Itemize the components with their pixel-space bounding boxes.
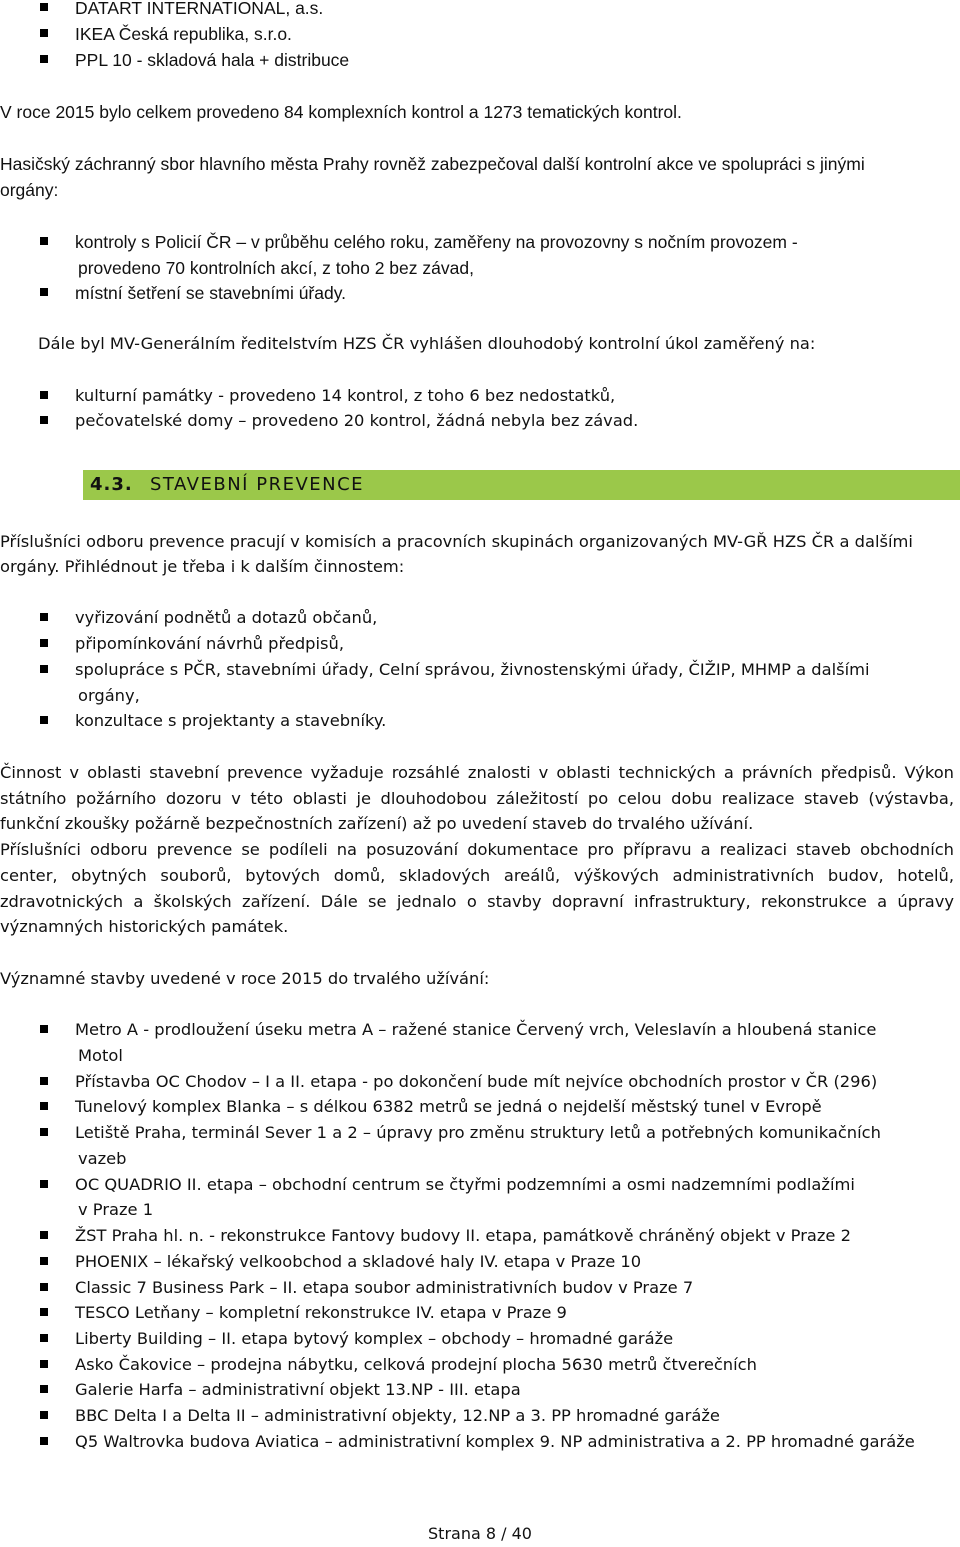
building-list-item: Letiště Praha, terminál Sever 1 a 2 – úpravy pro změnu struktury letů a potřebných komunikačních: [75, 1123, 881, 1142]
bullet-icon: [40, 1128, 48, 1136]
bullet-icon: [40, 416, 48, 424]
building-list-item: Galerie Harfa – administrativní objekt 13.NP - III. etapa: [75, 1380, 521, 1399]
building-list-item: Classic 7 Business Park – II. etapa soubor administrativních budov v Praze 7: [75, 1278, 694, 1297]
bullet-icon: [40, 3, 48, 11]
activity-list-item: orgány,: [78, 686, 140, 705]
paragraph-cinnost: zdravotnických a školských zařízení. Dále se jednalo o stavby dopravní infrastruktury, rekonstrukce a úpravy: [0, 892, 954, 911]
bullet-icon: [40, 288, 48, 296]
bullet-icon: [40, 1385, 48, 1393]
company-list-item: IKEA Česká republika, s.r.o.: [75, 24, 292, 44]
activity-list-item: vyřizování podnětů a dotazů občanů,: [75, 608, 378, 627]
building-list-item: BBC Delta I a Delta II – administrativní objekty, 12.NP a 3. PP hromadné garáže: [75, 1406, 720, 1425]
policie-list-item: kontroly s Policií ČR – v průběhu celého roku, zaměřeny na provozovny s nočním provozem -: [75, 232, 798, 252]
bullet-icon: [40, 1334, 48, 1342]
bullet-icon: [40, 639, 48, 647]
activity-list-item: spolupráce s PČR, stavebními úřady, Celní správou, živnostenskými úřady, ČIŽIP, MHMP a dalšími: [75, 660, 870, 679]
bullet-icon: [40, 1025, 48, 1033]
bullet-icon: [40, 55, 48, 63]
policie-list-item: místní šetření se stavebními úřady.: [75, 283, 347, 303]
activity-list-item: konzultace s projektanty a stavebníky.: [75, 711, 387, 730]
bullet-icon: [40, 613, 48, 621]
bullet-icon: [40, 391, 48, 399]
building-list-item: Liberty Building – II. etapa bytový komplex – obchody – hromadné garáže: [75, 1329, 674, 1348]
paragraph-cinnost: Činnost v oblasti stavební prevence vyžaduje rozsáhlé znalosti v oblasti technických a právních předpisů. Výkon: [0, 763, 954, 782]
bullet-icon: [40, 1308, 48, 1316]
building-list-item: vazeb: [78, 1149, 127, 1168]
building-list-item: ŽST Praha hl. n. - rekonstrukce Fantovy budovy II. etapa, památkově chráněný objekt v Praze 2: [75, 1226, 851, 1245]
paragraph-cinnost: státního požárního dozoru v této oblasti je dlouhodobou záležitostí po celou dobu realizace staveb (výstavba,: [0, 789, 954, 808]
building-list-item: Přístavba OC Chodov – I a II. etapa - po dokončení bude mít nejvíce obchodních prostor v ČR (296): [75, 1072, 878, 1091]
building-list-item: Q5 Waltrovka budova Aviatica – administrativní komplex 9. NP administrativa a 2. PP hromadné garáže: [75, 1432, 915, 1451]
bullet-icon: [40, 665, 48, 673]
building-list-item: Motol: [78, 1046, 123, 1065]
mv-list-item: kulturní památky - provedeno 14 kontrol, z toho 6 bez nedostatků,: [75, 386, 616, 405]
paragraph-hasicsky: Hasičský záchranný sbor hlavního města Prahy rovněž zabezpečoval další kontrolní akce ve spolupráci s jinými: [0, 154, 865, 174]
bullet-icon: [40, 1102, 48, 1110]
activity-list-item: připomínkování návrhů předpisů,: [75, 634, 344, 653]
bullet-icon: [40, 1411, 48, 1419]
building-list-item: TESCO Letňany – kompletní rekonstrukce IV. etapa v Praze 9: [75, 1303, 567, 1322]
building-list-item: Metro A - prodloužení úseku metra A – ražené stanice Červený vrch, Veleslavín a hloubená stanice: [75, 1020, 877, 1039]
building-list-item: Tunelový komplex Blanka – s délkou 6382 metrů se jedná o nejdelší městský tunel v Evropě: [75, 1097, 822, 1116]
paragraph-cinnost: funkční zkoušky požárně bezpečnostních zařízení) až po uvedení staveb do trvalého užívání.: [0, 814, 754, 833]
bullet-icon: [40, 1437, 48, 1445]
building-list-item: Asko Čakovice – prodejna nábytku, celková prodejní plocha 5630 metrů čtverečních: [75, 1355, 757, 1374]
paragraph-hasicsky: orgány:: [0, 180, 59, 200]
company-list-item: DATART INTERNATIONAL, a.s.: [75, 0, 324, 18]
bullet-icon: [40, 1360, 48, 1368]
paragraph-prislusnici: Příslušníci odboru prevence pracují v komisích a pracovních skupinách organizovaných MV-GŘ HZS ČR a dalšími: [0, 532, 913, 551]
bullet-icon: [40, 1180, 48, 1188]
section-title: STAVEBNÍ PREVENCE: [150, 474, 365, 495]
bullet-icon: [40, 1077, 48, 1085]
page-number: Strana 8 / 40: [428, 1524, 532, 1543]
bullet-icon: [40, 29, 48, 37]
policie-list-item: provedeno 70 kontrolních akcí, z toho 2 bez závad,: [78, 258, 474, 278]
bullet-icon: [40, 716, 48, 724]
building-list-item: OC QUADRIO II. etapa – obchodní centrum se čtyřmi podzemními a osmi nadzemními podlažími: [75, 1175, 855, 1194]
building-list-item: PHOENIX – lékařský velkoobchod a skladové haly IV. etapa v Praze 10: [75, 1252, 642, 1271]
paragraph-prislusnici: orgány. Přihlédnout je třeba i k dalším činnostem:: [0, 557, 405, 576]
bullet-icon: [40, 1231, 48, 1239]
paragraph-cinnost: významných historických památek.: [0, 917, 289, 936]
bullet-icon: [40, 1257, 48, 1265]
section-number: 4.3.: [90, 474, 133, 495]
paragraph-cinnost: Příslušníci odboru prevence se podíleli na posuzování dokumentace pro přípravu a realizaci staveb obchodních: [0, 840, 954, 859]
building-list-item: v Praze 1: [78, 1200, 154, 1219]
paragraph-mv: Dále byl MV-Generálním ředitelstvím HZS ČR vyhlášen dlouhodobý kontrolní úkol zaměřený na:: [38, 334, 816, 353]
bullet-icon: [40, 237, 48, 245]
paragraph-kontroly: V roce 2015 bylo celkem provedeno 84 komplexních kontrol a 1273 tematických kontrol.: [0, 102, 682, 122]
bullet-icon: [40, 1283, 48, 1291]
paragraph-vyznamne: Významné stavby uvedené v roce 2015 do trvalého užívání:: [0, 969, 490, 988]
paragraph-cinnost: center, obytných souborů, bytových domů, skladových areálů, výškových administrativních budov, hotelů,: [0, 866, 954, 885]
company-list-item: PPL 10 - skladová hala + distribuce: [75, 50, 350, 70]
mv-list-item: pečovatelské domy – provedeno 20 kontrol, žádná nebyla bez závad.: [75, 411, 639, 430]
